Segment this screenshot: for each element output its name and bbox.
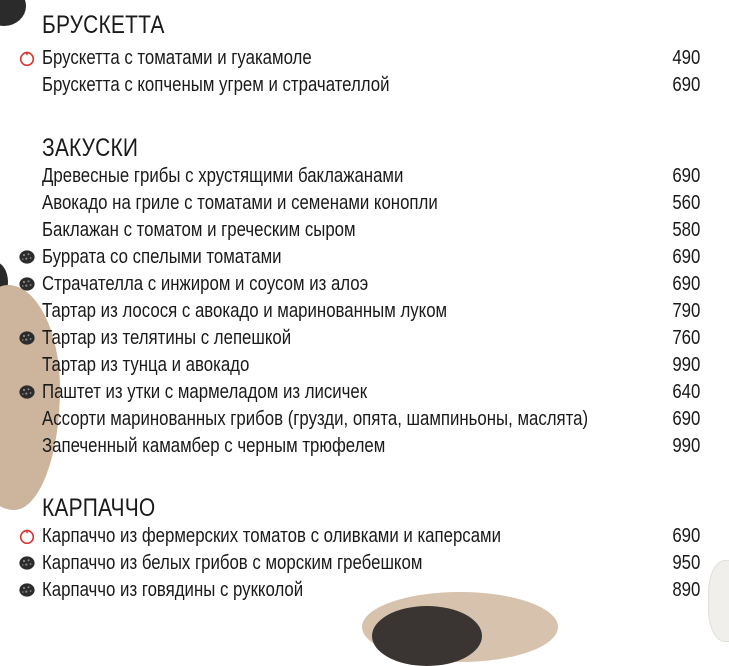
item-name: Тартар из тунца и авокадо (42, 354, 250, 376)
tomato-icon (18, 528, 36, 544)
menu-item (0, 190, 729, 216)
menu-item (0, 379, 729, 405)
item-price: 490 (671, 47, 700, 69)
menu-item (0, 523, 729, 549)
item-name: Карпаччо из белых грибов с морским гребешком (42, 552, 423, 574)
section-title: ЗАКУСКИ (42, 134, 139, 162)
item-name: Ассорти маринованных грибов (грузди, опята, шампиньоны, маслята) (42, 408, 589, 430)
item-price: 790 (671, 300, 700, 322)
item-name: Авокадо на гриле с томатами и семенами конопли (42, 192, 438, 214)
item-name: Карпаччо из фермерских томатов с оливками и каперсами (42, 525, 501, 547)
item-name: Древесные грибы с хрустящими баклажанами (42, 165, 404, 187)
truffle-icon (18, 582, 36, 598)
menu-item (0, 244, 729, 270)
menu-item (0, 163, 729, 189)
item-name: Буррата со спелыми томатами (42, 246, 282, 268)
item-price: 560 (671, 192, 700, 214)
menu-item (0, 217, 729, 243)
truffle-icon (18, 555, 36, 571)
item-price: 690 (671, 273, 700, 295)
menu-item (0, 271, 729, 297)
item-name: Паштет из утки с мармеладом из лисичек (42, 381, 368, 403)
tomato-icon (18, 50, 36, 66)
item-name: Страчателла с инжиром и соусом из алоэ (42, 273, 369, 295)
menu-item (0, 45, 729, 71)
item-price: 690 (671, 246, 700, 268)
menu-item (0, 577, 729, 603)
truffle-icon (18, 249, 36, 265)
item-price: 690 (671, 74, 700, 96)
item-price: 760 (671, 327, 700, 349)
section-title: КАРПАЧЧО (42, 494, 156, 522)
menu-item (0, 352, 729, 378)
item-price: 990 (671, 435, 700, 457)
item-name: Баклажан с томатом и греческим сыром (42, 219, 356, 241)
item-price: 690 (671, 165, 700, 187)
menu-item (0, 406, 729, 432)
item-name: Тартар из лосося с авокадо и маринованным луком (42, 300, 448, 322)
item-price: 990 (671, 354, 700, 376)
item-name: Запеченный камамбер с черным трюфелем (42, 435, 386, 457)
item-price: 690 (671, 525, 700, 547)
item-price: 690 (671, 408, 700, 430)
truffle-icon (18, 276, 36, 292)
menu-item (0, 325, 729, 351)
truffle-icon (18, 384, 36, 400)
item-name: Брускетта с томатами и гуакамоле (42, 47, 312, 69)
menu-item (0, 433, 729, 459)
item-name: Брускетта с копченым угрем и страчателлой (42, 74, 390, 96)
menu-item (0, 298, 729, 324)
item-price: 640 (671, 381, 700, 403)
truffle-icon (18, 330, 36, 346)
item-price: 580 (671, 219, 700, 241)
menu-item (0, 72, 729, 98)
section-title: БРУСКЕТТА (42, 11, 165, 39)
item-price: 890 (671, 579, 700, 601)
item-name: Карпаччо из говядины с рукколой (42, 579, 304, 601)
item-price: 950 (671, 552, 700, 574)
menu-item (0, 550, 729, 576)
item-name: Тартар из телятины с лепешкой (42, 327, 292, 349)
